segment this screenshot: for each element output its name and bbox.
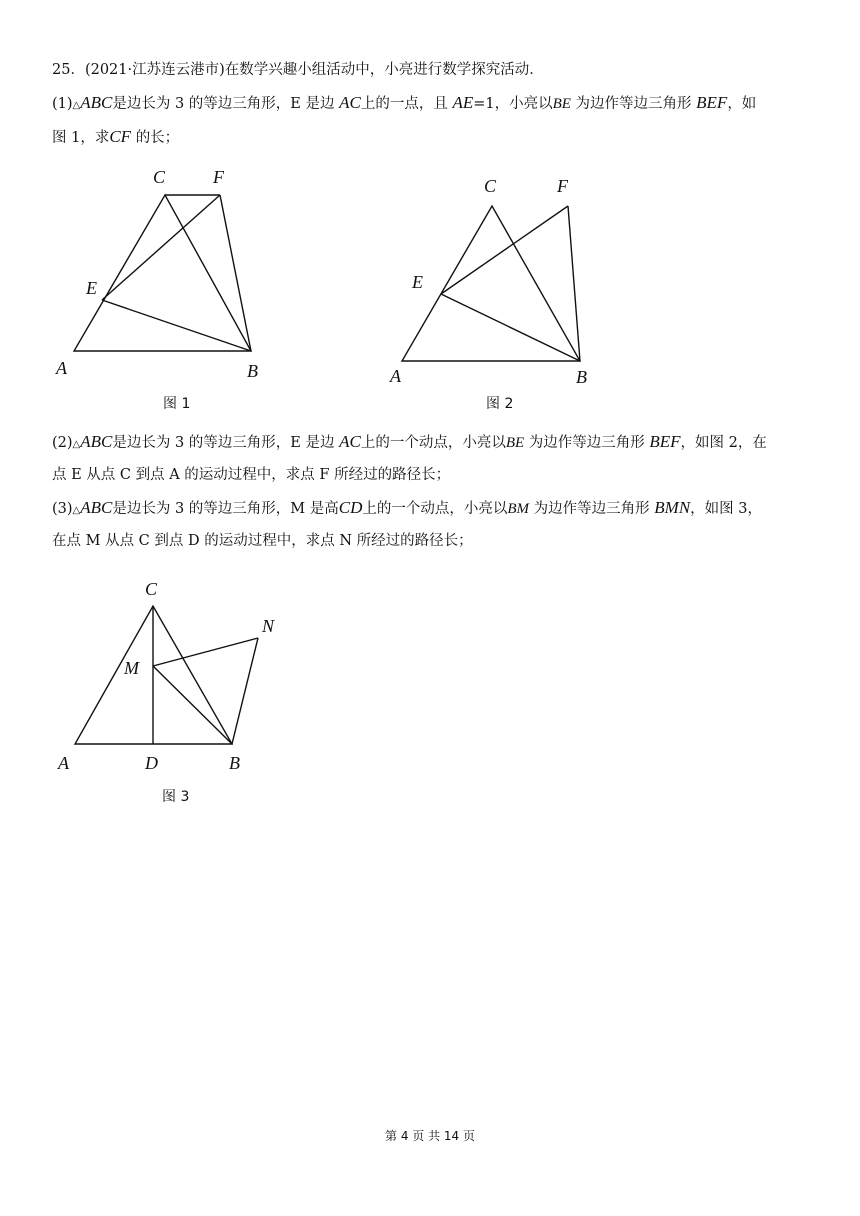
figure-3 (45, 570, 285, 785)
page-footer: 第 4 页 共 14 页 (385, 1129, 475, 1143)
triangle-abc (402, 206, 580, 361)
figure-1-diagram (40, 160, 280, 390)
label-m: M (124, 658, 139, 678)
segment-eb (102, 300, 251, 351)
math-bm: BM (507, 501, 530, 517)
figure-1-caption: 图 1 (163, 396, 191, 412)
triangle-symbol: △ (72, 100, 81, 111)
label-a: A (58, 753, 69, 773)
part1-prefix: (1) (52, 96, 73, 112)
triangle-symbol: △ (72, 439, 81, 450)
part2-text2: 上的一个动点，小亮以 (360, 435, 506, 451)
part1-text6: 图 1，求 (52, 130, 110, 146)
figure-3-diagram (45, 570, 285, 785)
part3-text4: ，如图 3， (690, 501, 763, 517)
part3-text2: 上的一个动点，小亮以 (362, 501, 508, 517)
math-ae: AE (452, 93, 474, 112)
segment-mn (153, 638, 258, 666)
part3-text1: 是边长为 3 的等边三角形，M 是高 (112, 501, 339, 517)
label-e: E (86, 278, 97, 298)
part3-prefix: (3) (52, 501, 73, 517)
segment-nb (232, 638, 258, 744)
label-b: B (247, 361, 258, 381)
math-be: BE (505, 435, 525, 451)
math-ac: AC (339, 93, 361, 112)
part3-text3: 为边作等边三角形 (533, 501, 650, 517)
part1-text5: ，如 (727, 96, 757, 112)
triangle-symbol: △ (72, 505, 81, 516)
label-a: A (56, 358, 67, 378)
label-b: B (229, 753, 240, 773)
part2-prefix: (2) (52, 435, 73, 451)
part1-text3: ，小亮以 (494, 96, 553, 112)
label-a: A (390, 366, 401, 386)
label-c: C (153, 167, 166, 187)
segment-fb (568, 206, 580, 361)
part1-text2: 上的一点，且 (360, 96, 448, 112)
math-abc: ABC (80, 93, 113, 112)
math-cd: CD (338, 498, 363, 517)
part1-text1: 是边长为 3 的等边三角形，E 是边 (112, 96, 335, 112)
part3-line1 (52, 497, 762, 522)
part2-line1 (52, 431, 767, 456)
math-cf: CF (109, 127, 132, 146)
math-be: BE (552, 96, 571, 112)
label-f: F (557, 176, 568, 196)
label-n: N (262, 616, 275, 636)
segment-mb (153, 666, 232, 744)
problem-header: 25．(2021·江苏连云港市)在数学兴趣小组活动中，小亮进行数学探究活动． (52, 62, 544, 78)
label-f: F (213, 167, 224, 187)
part2-text3: 为边作等边三角形 (528, 435, 645, 451)
part2-text1: 是边长为 3 的等边三角形，E 是边 (112, 435, 335, 451)
math-bef: BEF (649, 432, 681, 451)
part1-text7: 的长； (135, 130, 180, 146)
segment-eb (441, 294, 580, 361)
segment-ef (441, 206, 568, 294)
label-e: E (412, 272, 423, 292)
part3-line2: 在点 M 从点 C 到点 D 的运动过程中，求点 N 所经过的路径长； (52, 533, 473, 549)
figure-3-caption: 图 3 (162, 789, 190, 805)
label-c: C (145, 579, 158, 599)
segment-ef (102, 195, 220, 300)
math-bef: BEF (696, 93, 728, 112)
math-abc: ABC (80, 432, 113, 451)
part2-line2: 点 E 从点 C 到点 A 的运动过程中，求点 F 所经过的路径长； (52, 467, 451, 483)
part1-line1 (52, 92, 756, 117)
figure-1 (40, 160, 280, 390)
math-bmn: BMN (654, 498, 691, 517)
math-eq: =1 (473, 96, 495, 112)
math-ac: AC (339, 432, 361, 451)
math-abc: ABC (80, 498, 113, 517)
part1-text4: 为边作等边三角形 (575, 96, 692, 112)
label-c: C (484, 176, 497, 196)
figure-2 (380, 170, 620, 400)
segment-fb (220, 195, 251, 351)
part1-line2 (52, 126, 179, 149)
figure-2-caption: 图 2 (486, 396, 514, 412)
label-b: B (576, 367, 587, 387)
figure-2-diagram (380, 170, 620, 400)
label-d: D (145, 753, 158, 773)
part2-text4: ，如图 2，在 (680, 435, 767, 451)
